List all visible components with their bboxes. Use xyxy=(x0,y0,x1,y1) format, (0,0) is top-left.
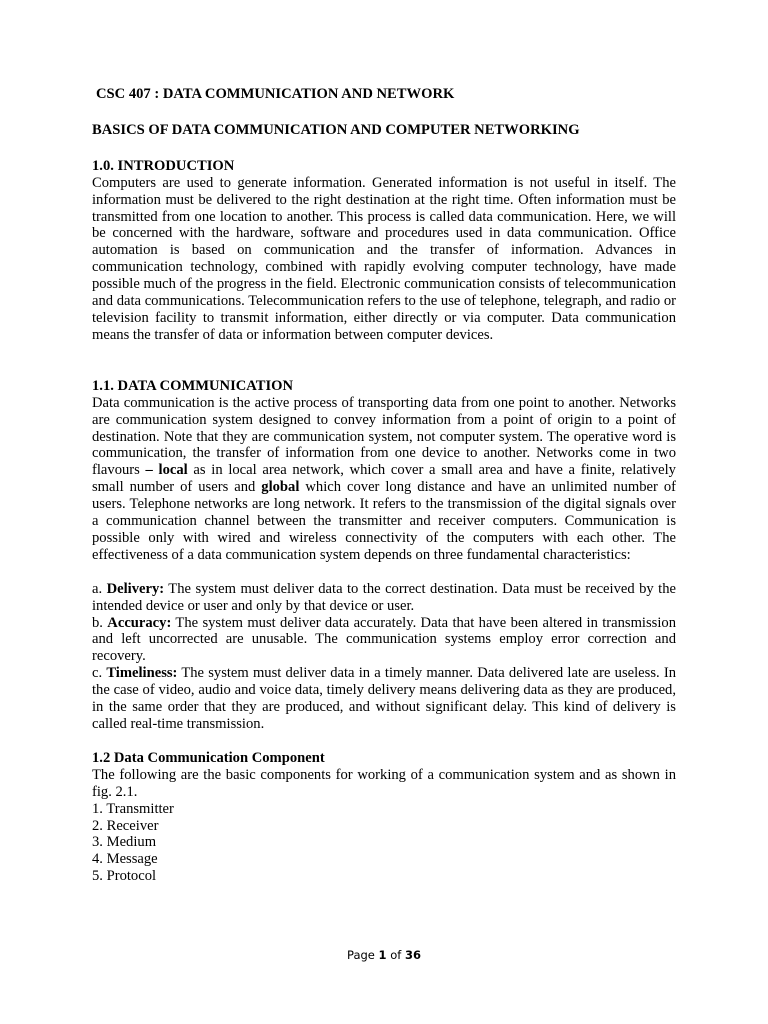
document-title: BASICS OF DATA COMMUNICATION AND COMPUTER NETWORKING xyxy=(92,121,580,138)
list-item: 1. Transmitter xyxy=(92,800,174,817)
page-total: 36 xyxy=(404,948,421,962)
item-text: The system must deliver data accurately. Data that have been altered in transmission and left uncorrected are unusable. The communication systems employ error correction and recovery. xyxy=(92,614,676,665)
paragraph-text: as in local area network, which cover a small area and have a finite, relatively small number of users and xyxy=(92,462,676,496)
introduction-heading: 1.0. INTRODUCTION xyxy=(92,157,235,174)
section-components xyxy=(92,750,676,885)
paragraph-text: which cover long distance and have an unlimited number of users. Telephone networks are long network. It refers to the transmission of the digital signals over a communication channel between the transmitter and receiver computers. Communication is possible only with wired and wireless connectivity of the computers with each other. The effectiveness of a data communication system depends on three fundamental characteristics: xyxy=(92,479,676,563)
global-term: global xyxy=(261,479,300,496)
page-current: 1 xyxy=(378,948,387,962)
page-label: Page xyxy=(347,948,379,962)
item-term: Accuracy: xyxy=(107,614,172,631)
page-content xyxy=(92,86,676,885)
local-term: – local xyxy=(145,462,188,479)
components-list xyxy=(92,801,676,886)
page-footer xyxy=(0,947,768,964)
section-introduction xyxy=(92,158,676,344)
item-prefix: b. xyxy=(92,614,108,631)
paragraph-spacer xyxy=(92,564,676,581)
list-item: 4. Message xyxy=(92,851,158,868)
components-paragraph: The following are the basic components for working of a communication system and as shown in fig. 2.1. xyxy=(92,766,676,800)
characteristic-delivery xyxy=(92,581,676,615)
list-item: 3. Medium xyxy=(92,834,157,851)
list-item: 2. Receiver xyxy=(92,817,159,834)
data-communication-paragraph xyxy=(92,395,676,564)
section-data-communication xyxy=(92,378,676,733)
characteristic-accuracy xyxy=(92,615,676,666)
paragraph-text: Data communication is the active process of transporting data from one point to another. Networks are communication system designed to convey information from a point of origin to a point of destination. Note that they are communication system, not computer system. The operative word is communication, the transfer of information from one device to another. Networks come in two flavours xyxy=(92,394,676,479)
item-prefix: c. xyxy=(92,665,107,682)
data-communication-heading: 1.1. DATA COMMUNICATION xyxy=(92,377,294,394)
course-title: CSC 407 : DATA COMMUNICATION AND NETWORK xyxy=(96,86,455,102)
characteristics-list xyxy=(92,581,676,733)
page-of-label: of xyxy=(386,948,405,962)
item-text: The system must deliver data to the correct destination. Data must be received by the intended device or user and only by that device or user. xyxy=(92,580,676,614)
item-term: Timeliness: xyxy=(106,665,178,682)
item-term: Delivery: xyxy=(106,580,165,597)
list-item: 5. Protocol xyxy=(92,868,157,885)
characteristic-timeliness xyxy=(92,665,676,733)
item-prefix: a. xyxy=(92,580,107,597)
introduction-paragraph: Computers are used to generate information. Generated information is not useful in itself. The information must be delivered to the right destination at the right time. Often information must be transmitted from one location to another. This process is called data communication. Here, we will be concerned with the hardware, software and procedures used in data communication. Office automation is based on communication and the transfer of information. Advances in communication technology, combined with rapidly evolving computer technology, have made possible much of the progress in the field. Electronic communication consists of telecommunication and data communications. Telecommunication refers to the use of telephone, telegraph, and radio or television facility to transmit information, either directly or via computer. Data communication means the transfer of data or information between computer devices. xyxy=(92,174,677,343)
components-heading: 1.2 Data Communication Component xyxy=(92,749,325,766)
item-text: The system must deliver data in a timely manner. Data delivered late are useless. In the case of video, audio and voice data, timely delivery means delivering data as they are produced, in the same order that they are produced, and without significant delay. This kind of delivery is called real-time transmission. xyxy=(92,665,676,732)
